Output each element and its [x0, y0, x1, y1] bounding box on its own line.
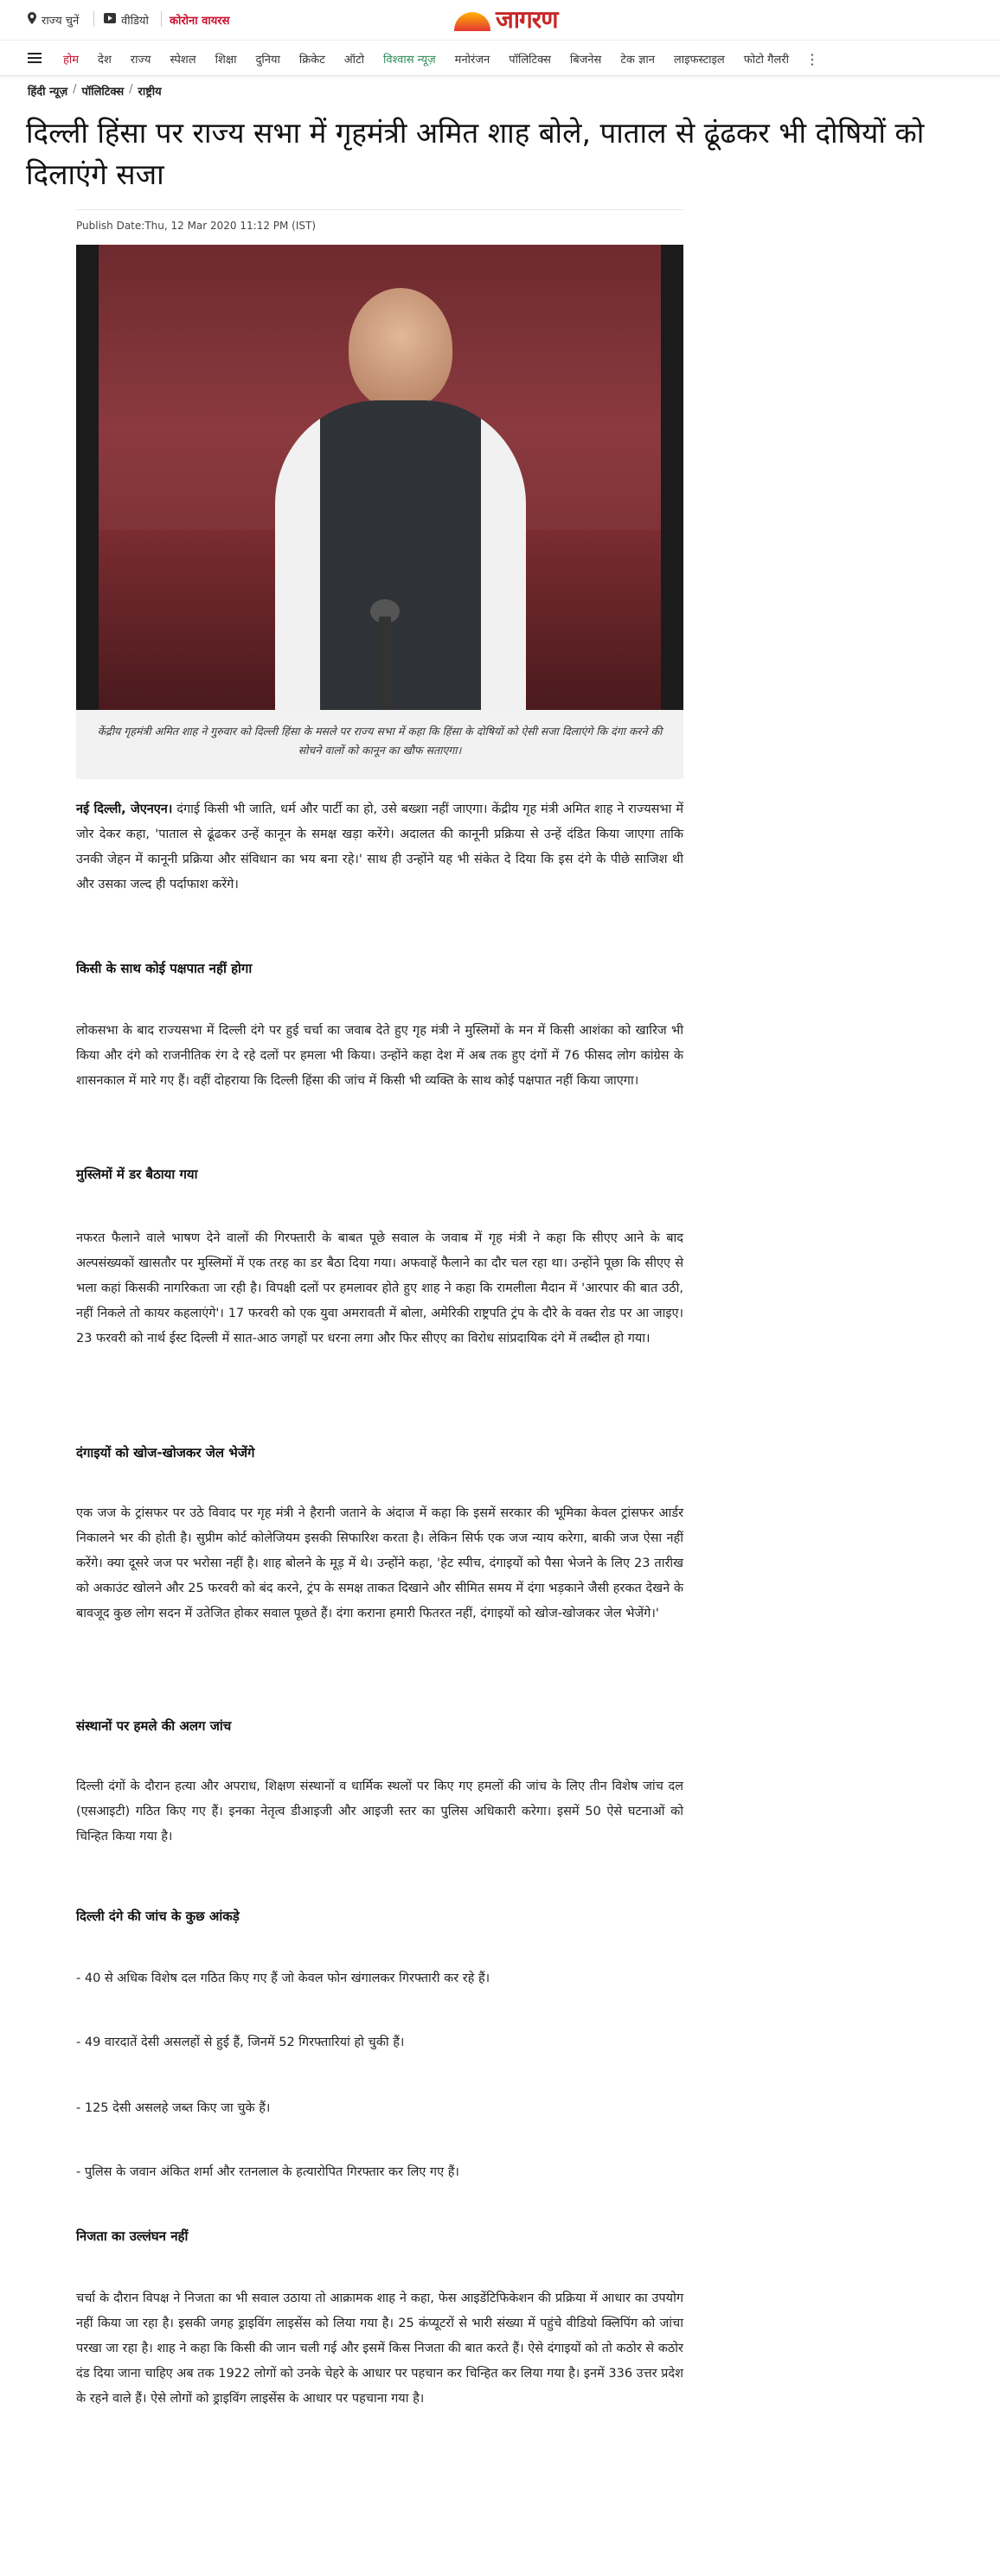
- nav-item-cricket[interactable]: क्रिकेट: [298, 54, 325, 67]
- divider: [93, 11, 94, 27]
- video-icon: [104, 13, 116, 27]
- nav-item-special[interactable]: स्पेशल: [170, 54, 196, 67]
- stat-item: - पुलिस के जवान अंकित शर्मा और रतनलाल के हत्यारोपित गिरफ्तार कर लिए गए हैं।: [76, 2165, 459, 2179]
- nav-item-shiksha[interactable]: शिक्षा: [215, 54, 237, 67]
- nav-item-photo-gallery[interactable]: फोटो गैलरी: [743, 54, 789, 67]
- breadcrumb-item[interactable]: हिंदी न्यूज़: [28, 86, 68, 99]
- divider: [161, 11, 162, 27]
- section-heading: दिल्ली दंगे की जांच के कुछ आंकड़े: [76, 1908, 240, 1924]
- speaker-figure: [275, 279, 526, 710]
- stat-item: - 125 देसी असलहे जब्त किए जा चुके हैं।: [76, 2101, 271, 2115]
- main-nav: [0, 40, 1000, 76]
- breadcrumb-separator: /: [73, 83, 77, 96]
- article-headline: दिल्ली हिंसा पर राज्य सभा में गृहमंत्री अमित शाह बोले, पाताल से ढूंढकर भी दोषियों को दिलाएंगे सजा: [26, 116, 925, 191]
- logo-sun-icon: [454, 12, 490, 31]
- section-body: लोकसभा के बाद राज्यसभा में दिल्ली दंगे पर हुई चर्चा का जवाब देते हुए गृह मंत्री ने मुस्लिमों के मन में किसी आशंका को खारिज भी किया और दंगे को राजनीतिक रंग दे रहे दलों पर हमला भी किया। उन्होंने कहा देश में अब तक हुए दंगों में 76 फीसद लोग कांग्रेस के शासनकाल में मारे गए हैं। वहीं दोहराया कि दिल्ली हिंसा की जांच में किसी भी व्यक्ति के साथ कोई पक्षपात नहीं किया जाएगा।: [76, 1024, 683, 1088]
- nav-item-politics[interactable]: पॉलिटिक्स: [509, 54, 551, 67]
- video-link[interactable]: [104, 12, 149, 28]
- nav-item-lifestyle[interactable]: लाइफस्टाइल: [673, 54, 725, 67]
- top-bar: [0, 0, 1000, 40]
- nav-item-duniya[interactable]: दुनिया: [255, 54, 280, 67]
- nav-item-home[interactable]: होम: [63, 54, 80, 67]
- corona-link[interactable]: [170, 12, 229, 28]
- nav-item-vishvas-news[interactable]: विश्वास न्यूज़: [383, 54, 436, 67]
- nav-item-rajya[interactable]: राज्य: [130, 54, 151, 67]
- site-logo[interactable]: [454, 3, 584, 35]
- nav-item-desh[interactable]: देश: [98, 54, 112, 67]
- breadcrumb: [28, 83, 162, 99]
- corona-link-label: कोरोना वायरस: [170, 15, 230, 28]
- nav-items: [54, 41, 826, 77]
- nav-item-business[interactable]: बिजनेस: [569, 54, 602, 67]
- publish-date: Publish Date:Thu, 12 Mar 2020 11:12 PM (IST): [76, 220, 317, 232]
- section-heading: दंगाइयों को खोज-खोजकर जेल भेजेंगे: [76, 1445, 255, 1461]
- section-heading: मुस्लिमों में डर बैठाया गया: [76, 1167, 198, 1182]
- breadcrumb-separator: /: [129, 83, 133, 96]
- nav-item-manoranjan[interactable]: मनोरंजन: [454, 54, 490, 67]
- menu-icon[interactable]: [28, 53, 42, 63]
- divider: [76, 209, 683, 210]
- state-select-label: राज्य चुनें: [42, 15, 80, 28]
- state-select[interactable]: [28, 12, 79, 28]
- lead-text: दंगाई किसी भी जाति, धर्म और पार्टी का हो, उसे बख्शा नहीं जाएगा। केंद्रीय गृह मंत्री अमित शाह ने राज्यसभा में जोर देकर कहा, 'पाताल से ढूंढकर उन्हें कानून के समक्ष खड़ा करेंगे। अदालत की कानूनी प्रक्रिया से उन्हें दंडित किया जाएगा ताकि उनकी जेहन में कानूनी प्रक्रिया और संविधान का भय बना रहे।' साथ ही उन्होंने यह भी संकेत दे दिया कि इस दंगे के पीछे साजिश थी और उसका जल्द ही पर्दाफाश करेंगे।: [76, 802, 683, 892]
- dateline: नई दिल्ली, जेएनएन।: [76, 802, 173, 816]
- breadcrumb-item[interactable]: राष्ट्रीय: [138, 86, 162, 99]
- nav-item-tech[interactable]: टेक ज्ञान: [620, 54, 655, 67]
- article-lead: [76, 797, 683, 898]
- section-heading: किसी के साथ कोई पक्षपात नहीं होगा: [76, 961, 253, 976]
- section-body: चर्चा के दौरान विपक्ष ने निजता का भी सवाल उठाया तो आक्रामक शाह ने कहा, फेस आइडेंटिफिकेशन की प्रक्रिया में आधार का उपयोग नहीं किया जा रहा है। इसकी जगह ड्राइविंग लाइसेंस को लिया गया है। 25 कंप्यूटरों से भारी संख्या में पहुंचे वीडियो क्लिपिंग को जांचा परखा जा रहा है। शाह ने कहा कि किसी की जान चली गई और इसमें किस निजता की बात करते हैं। ऐसे दंगाइयों को तो कठोर से कठोर दंड दिया जाना चाहिए अब तक 1922 लोगों को उनके चेहरे के आधार पर पहचान कर चिन्हित कर लिया गया है। इनमें 336 उत्तर प्रदेश के रहने वाले हैं। ऐसे लोगों को ड्राइविंग लाइसेंस के आधार पर पहचाना गया है।: [76, 2292, 683, 2406]
- video-link-label: वीडियो: [121, 15, 149, 28]
- section-body: दिल्ली दंगों के दौरान हत्या और अपराध, शिक्षण संस्थानों व धार्मिक स्थलों पर किए गए हमलों की जांच के लिए तीन विशेष जांच दल (एसआइटी) गठित किए गए हैं। इनका नेतृत्व डीआइजी और आइजी स्तर का पुलिस अधिकारी करेगा। इसमें 50 ऐसे घटनाओं को चिन्हित किया गया है।: [76, 1780, 683, 1844]
- location-pin-icon: [28, 12, 36, 28]
- more-vertical-icon[interactable]: ⋮: [804, 50, 819, 67]
- logo-text: जागरण: [496, 5, 558, 34]
- section-body: एक जज के ट्रांसफर पर उठे विवाद पर गृह मंत्री ने हैरानी जताने के अंदाज में कहा कि इसमें सरकार की भूमिका केवल ट्रांसफर आर्डर निकालने भर की होती है। सुप्रीम कोर्ट कोलेजियम इसकी सिफारिश करता है। लेकिन सिर्फ एक जज न्याय करेगा, बाकी जज ऐसा नहीं करेंगे। क्या दूसरे जज पर भरोसा नहीं है। शाह बोलने के मूड़ में थे। उन्होंने कहा, 'हेट स्पीच, दंगाइयों को पैसा भेजने के लिए 23 तारीख को अकाउंट खोलने और 25 फरवरी को बंद करने, ट्रंप के समक्ष ताकत दिखाने और सीमित समय में दंगा भड़काने जैसी हरकत देखने के बावजूद कुछ लोग सदन में उतेजित होकर सवाल पूछते हैं। दंगा कराना हमारी फितरत नहीं, दंगाइयों को खोज-खोजकर जेल भेजेंगे।': [76, 1506, 683, 1620]
- nav-item-auto[interactable]: ऑटो: [343, 54, 364, 67]
- section-body: नफरत फैलाने वाले भाषण देने वालों की गिरफ्तारी के बाबत पूछे सवाल के जवाब में गृह मंत्री ने कहा कि सीएए आने के बाद अल्पसंख्यकों खासतौर पर मुस्लिमों में एक तरह का डर बैठा दिया गया। अफवाहें फैलाने का दौर चल रहा था। उन्होंने पूछा कि सीएए से भला कहां किसकी नागरिकता जा रही है। विपक्षी दलों पर हमलावर होते हुए शाह ने कहा कि रामलीला मैदान में 'आरपार की बात उठी, नहीं निकले तो कायर कहलाएंगे'। 17 फरवरी को एक युवा अमरावती में बोला, अमेरिकी राष्ट्रपति ट्रंप के दौरे के वक्त रोड पर आ जाइए। 23 फरवरी को नार्थ ईस्ट दिल्ली में सात-आठ जगहों पर धरना लगा और फिर सीएए का विरोध सांप्रदायिक दंगे में तब्दील हो गया।: [76, 1231, 683, 1346]
- stat-item: - 49 वारदातें देसी असलहों से हुई हैं, जिनमें 52 गिरफ्तारियां हो चुकी हैं।: [76, 2036, 405, 2049]
- section-heading: निजता का उल्लंघन नहीं: [76, 2228, 189, 2244]
- stat-item: - 40 से अधिक विशेष दल गठित किए गए हैं जो केवल फोन खंगालकर गिरफ्तारी कर रहे हैं।: [76, 1972, 490, 1985]
- photo-caption: केंद्रीय गृहमंत्री अमित शाह ने गुरुवार को दिल्ली हिंसा के मसले पर राज्य सभा में कहा कि हिंसा के दोषियों को ऐसी सजा दिलाएंगे कि दंगा करने की सोचने वालों को कानून का खौफ सताएगा।: [76, 710, 683, 779]
- section-heading: संस्थानों पर हमले की अलग जांच: [76, 1718, 232, 1734]
- breadcrumb-item[interactable]: पॉलिटिक्स: [81, 86, 125, 99]
- article-photo: [76, 245, 683, 710]
